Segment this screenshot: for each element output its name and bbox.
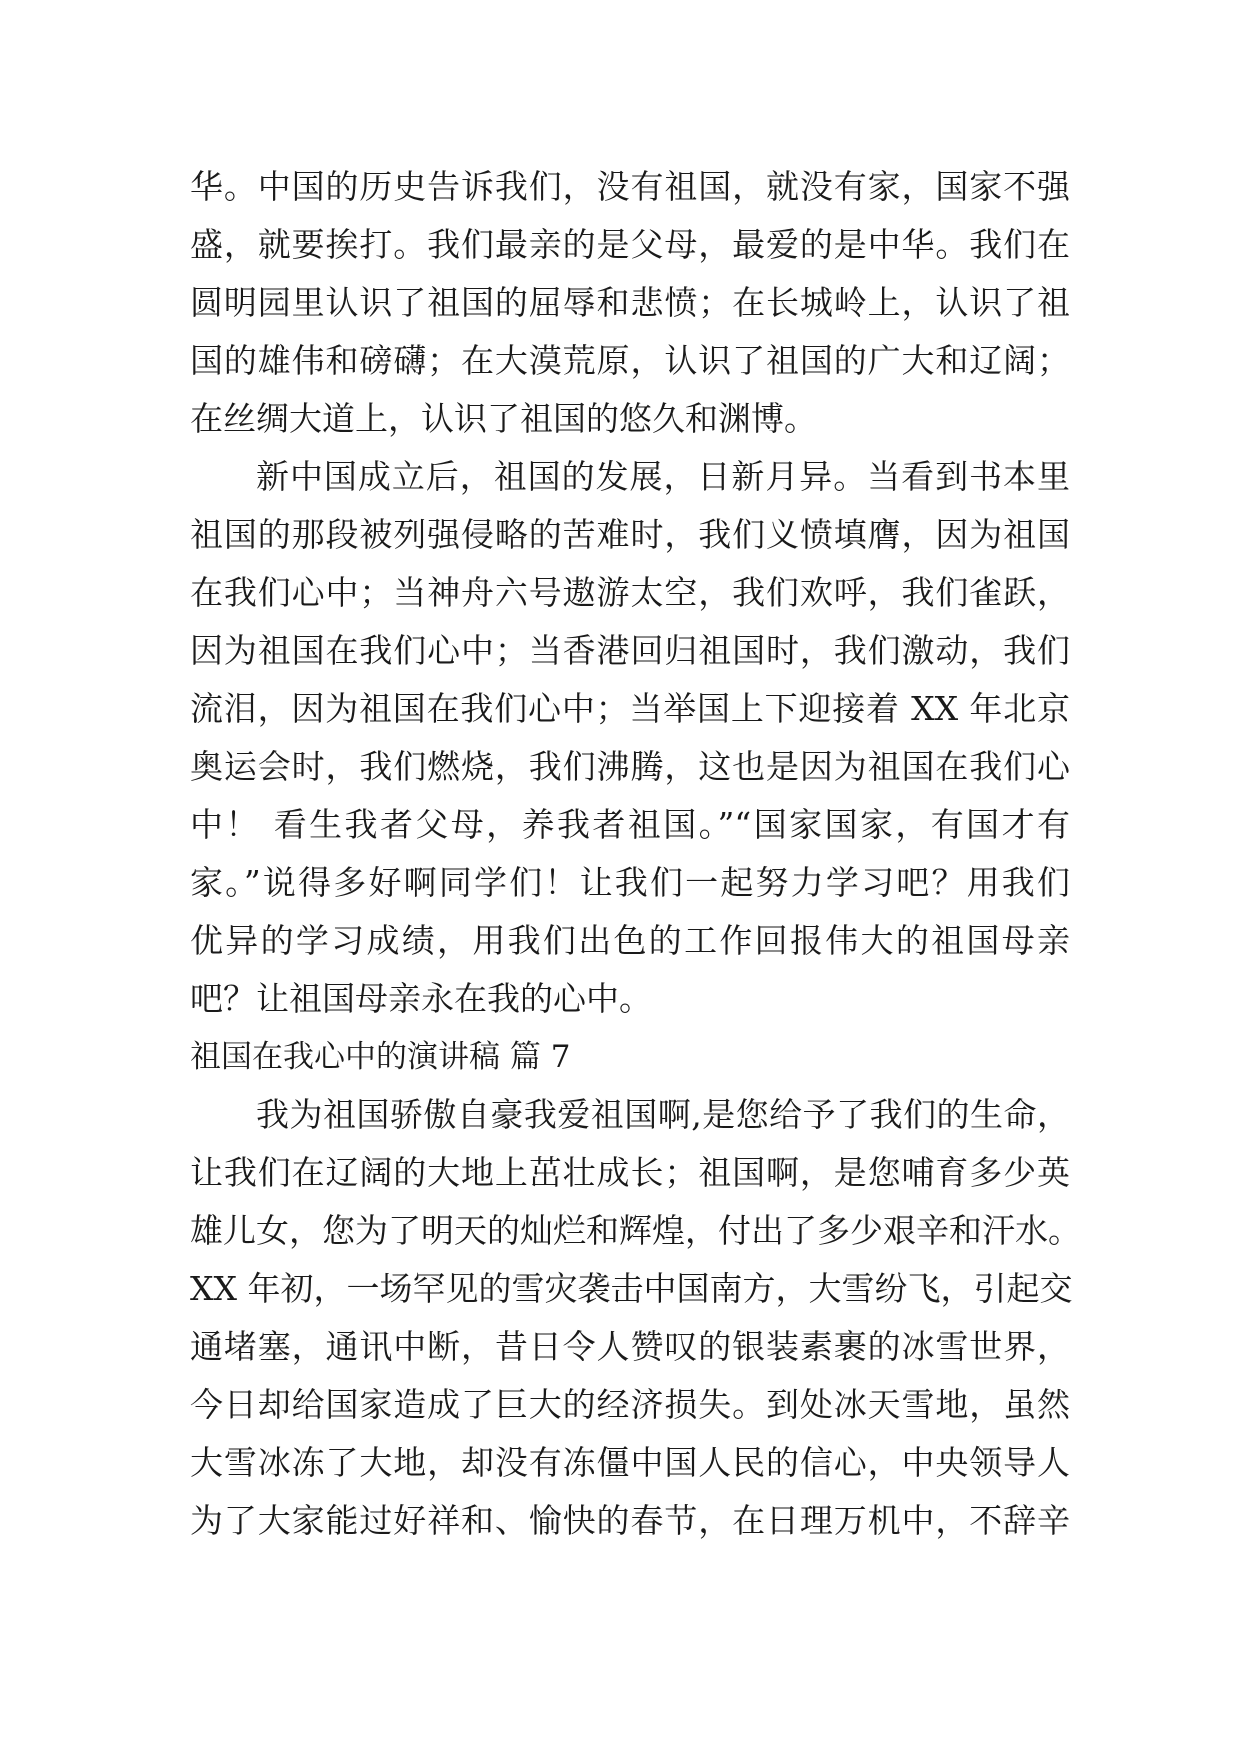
text-line: 圆明园里认识了祖国的屈辱和悲愤；在长城岭上，认识了祖 xyxy=(190,283,1070,322)
text-line: 盛，就要挨打。我们最亲的是父母，最爱的是中华。我们在 xyxy=(190,225,1070,264)
text-line: 大雪冰冻了大地，却没有冻僵中国人民的信心，中央领导人 xyxy=(190,1443,1070,1482)
text-line: 祖国的那段被列强侵略的苦难时，我们义愤填膺，因为祖国 xyxy=(190,515,1070,554)
body-text xyxy=(190,158,1081,1550)
text-line: 奥运会时，我们燃烧，我们沸腾，这也是因为祖国在我们心 xyxy=(190,747,1070,786)
text-line: 为了大家能过好祥和、愉快的春节，在日理万机中，不辞辛 xyxy=(190,1501,1070,1540)
text-line: 吧？让祖国母亲永在我的心中。 xyxy=(190,979,652,1018)
text-line: 通堵塞，通讯中断，昔日令人赞叹的银装素裹的冰雪世界， xyxy=(190,1327,1070,1366)
text-line: 因为祖国在我们心中；当香港回归祖国时，我们激动，我们 xyxy=(190,631,1070,670)
text-line: 在丝绸大道上，认识了祖国的悠久和渊博。 xyxy=(190,399,817,438)
text-line: 今日却给国家造成了巨大的经济损失。到处冰天雪地，虽然 xyxy=(190,1385,1070,1424)
text-line: 让我们在辽阔的大地上茁壮成长；祖国啊，是您哺育多少英 xyxy=(190,1153,1070,1192)
section-heading: 祖国在我心中的演讲稿 篇 7 xyxy=(190,1039,571,1075)
text-line: 中！ 看生我者父母，养我者祖国。”“国家国家，有国才有 xyxy=(190,805,1070,844)
text-line: 流泪，因为祖国在我们心中；当举国上下迎接着 XX 年北京 xyxy=(190,689,1070,728)
text-line: 家。”说得多好啊同学们！让我们一起努力学习吧？用我们 xyxy=(190,863,1070,902)
text-line: XX 年初，一场罕见的雪灾袭击中国南方，大雪纷飞，引起交 xyxy=(190,1269,1073,1308)
text-line: 华。中国的历史告诉我们，没有祖国，就没有家，国家不强 xyxy=(190,167,1070,206)
text-line: 在我们心中；当神舟六号遨游太空，我们欢呼，我们雀跃， xyxy=(190,573,1070,612)
paragraph-start-line: 新中国成立后，祖国的发展，日新月异。当看到书本里 xyxy=(256,457,1070,496)
paragraph-start-line: 我为祖国骄傲自豪我爱祖国啊,是您给予了我们的生命， xyxy=(256,1095,1070,1134)
text-line: 国的雄伟和磅礴；在大漠荒原，认识了祖国的广大和辽阔； xyxy=(190,341,1070,380)
text-line: 优异的学习成绩，用我们出色的工作回报伟大的祖国母亲 xyxy=(190,921,1070,960)
text-line: 雄儿女，您为了明天的灿烂和辉煌，付出了多少艰辛和汗水。 xyxy=(190,1211,1081,1250)
